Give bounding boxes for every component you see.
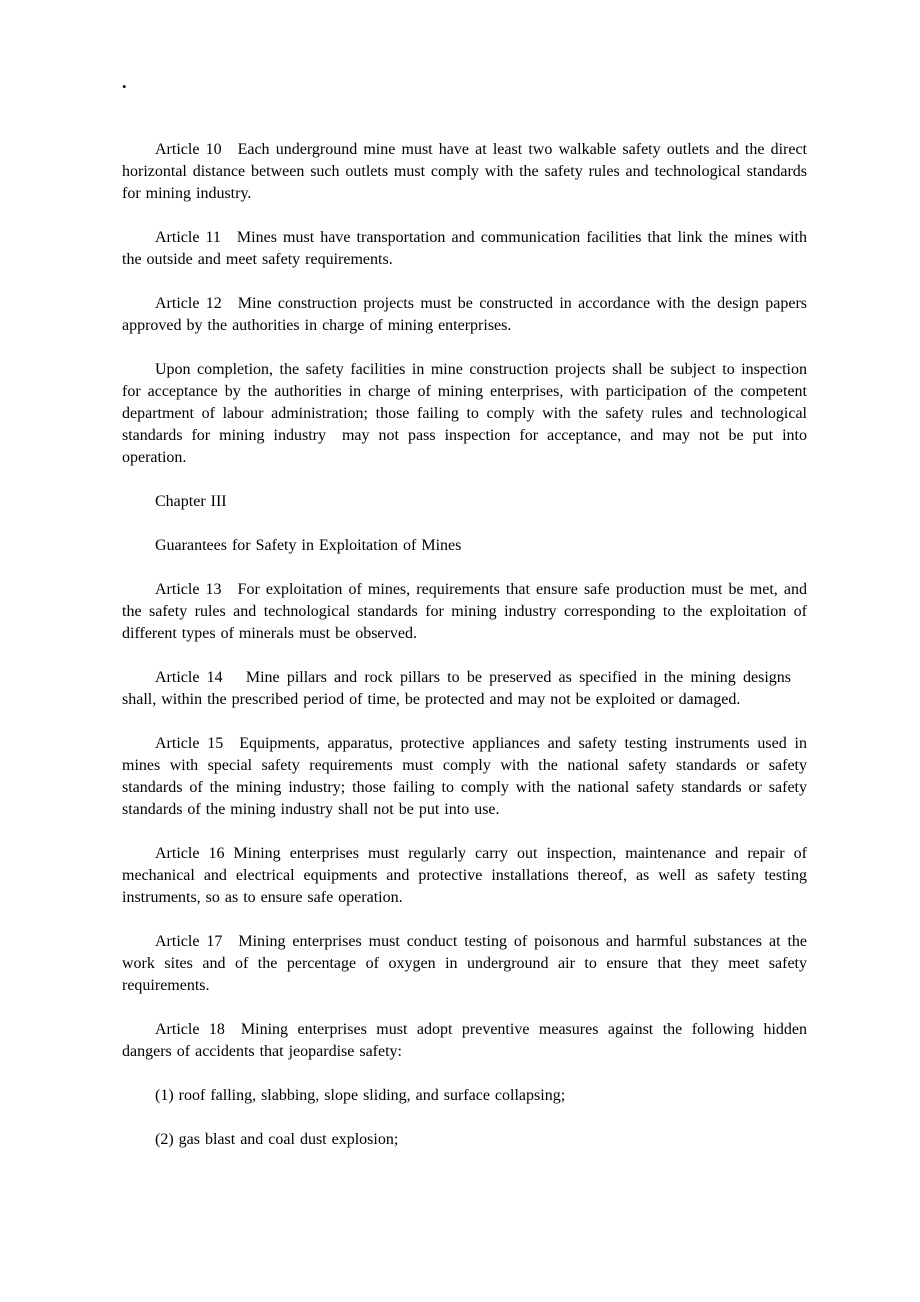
paragraph-upon-completion: Upon completion, the safety facilities in mine construction projects shall be subject to inspection for acceptance by the authorities in charge of mining enterprises, with participation of the competent department of labour administration; those failing to comply with the safety rules and technological standards for mining industry may not pass inspection for acceptance, and may not be put into operation. (122, 361, 807, 466)
paragraph-article-13: Article 13 For exploitation of mines, requirements that ensure safe production must be met, and the safety rules and technological standards for mining industry corresponding to the exploitation of different types of minerals must be observed. (122, 581, 807, 642)
paragraph-article-14: Article 14 Mine pillars and rock pillars to be preserved as specified in the mining designs shall, within the prescribed period of time, be protected and may not be exploited or damaged. (122, 669, 807, 708)
paragraph-article-10: Article 10 Each underground mine must have at least two walkable safety outlets and the direct horizontal distance between such outlets must comply with the safety rules and technological standards for mining industry. (122, 141, 807, 202)
paragraph-article-18: Article 18 Mining enterprises must adopt preventive measures against the following hidden dangers of accidents that jeopardise safety: (122, 1021, 807, 1060)
list-item-1: (1) roof falling, slabbing, slope sliding, and surface collapsing; (155, 1087, 566, 1104)
paragraph-article-16: Article 16 Mining enterprises must regularly carry out inspection, maintenance and repair of mechanical and electrical equipments and protective installations thereof, as well as safety testing instruments, so as to ensure safe operation. (122, 845, 807, 906)
stray-period-mark: . (122, 72, 127, 92)
list-item-2: (2) gas blast and coal dust explosion; (155, 1131, 399, 1148)
document-body (122, 139, 807, 1173)
chapter-title: Guarantees for Safety in Exploitation of Mines (155, 537, 462, 554)
paragraph-article-17: Article 17 Mining enterprises must conduct testing of poisonous and harmful substances at the work sites and of the percentage of oxygen in underground air to ensure that they meet safety requirements. (122, 933, 807, 994)
paragraph-article-12: Article 12 Mine construction projects must be constructed in accordance with the design papers approved by the authorities in charge of mining enterprises. (122, 295, 807, 334)
chapter-heading: Chapter III (155, 493, 227, 510)
paragraph-article-11: Article 11 Mines must have transportation and communication facilities that link the mines with the outside and meet safety requirements. (122, 229, 807, 268)
paragraph-article-15: Article 15 Equipments, apparatus, protective appliances and safety testing instruments used in mines with special safety requirements must comply with the national safety standards or safety standards of the mining industry; those failing to comply with the national safety standards or safety standards of the mining industry shall not be put into use. (122, 735, 807, 818)
